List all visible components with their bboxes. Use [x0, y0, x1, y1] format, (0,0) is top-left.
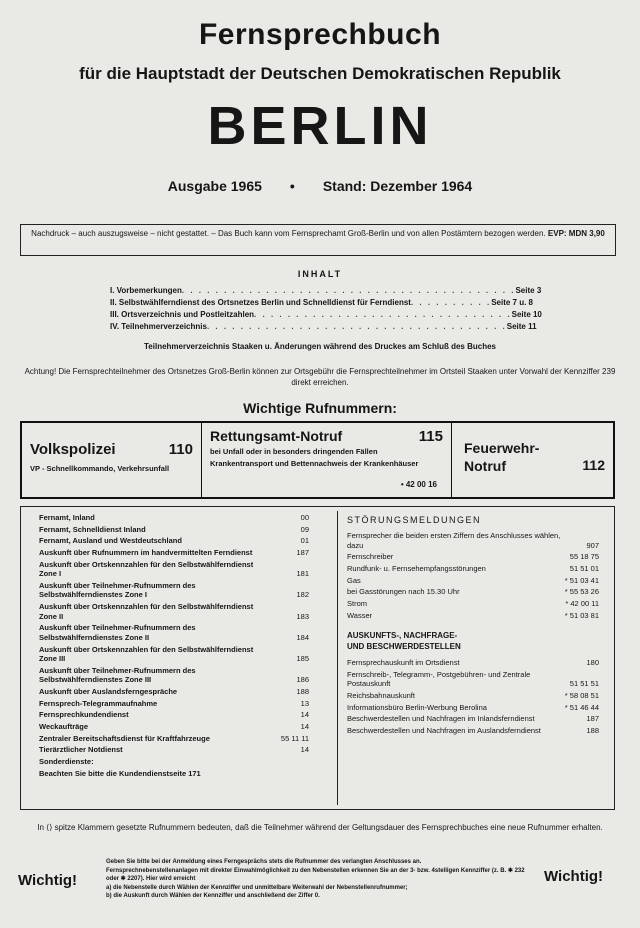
- list-item-number: 184: [296, 632, 309, 642]
- list-item-number: 187: [296, 548, 309, 558]
- list-item-label: Beachten Sie bitte die Kundendienstseite 171: [39, 768, 201, 778]
- list-item-number: 14: [300, 721, 309, 731]
- list-item: [347, 564, 599, 574]
- leader-dots: . . . . . . . . . . . . . . . . . . . . . . . . . . . . . . . . . . . . . . . .: [181, 286, 516, 295]
- list-item: [347, 552, 599, 562]
- list-item: [39, 560, 309, 579]
- list-item: [347, 670, 599, 689]
- rescue-sub1: bei Unfall oder in besonders dringenden Fällen: [210, 447, 378, 456]
- list-item: [347, 691, 599, 701]
- list-item-number: * 51 03 41: [564, 575, 599, 585]
- reprint-notice: [20, 224, 616, 256]
- list-item: [39, 710, 309, 720]
- edition-line: [0, 178, 640, 194]
- list-item-number: 181: [296, 569, 309, 579]
- bracket-note: In ⟨⟩ spitze Klammern gesetzte Rufnummern bedeuten, daß die Teilnehmer während der Geltungsdauer des Fernsprechbuches eine neue Rufnummer erhalten.: [37, 823, 603, 832]
- fire-name2: Notruf: [464, 458, 506, 474]
- list-item-label: Fernamt, Inland: [39, 513, 95, 522]
- list-item-label: Reichsbahnauskunft: [347, 691, 415, 700]
- list-item-label: Fernschreiber: [347, 552, 394, 562]
- list-item-label: Strom: [347, 598, 368, 608]
- important-numbers-heading: Wichtige Rufnummern:: [243, 400, 397, 416]
- list-item: [347, 611, 599, 621]
- page-title: Fernsprechbuch: [198, 18, 442, 51]
- faults-and-info-column: [347, 513, 599, 738]
- list-item-number: 186: [296, 675, 309, 685]
- contents-list: [110, 285, 550, 333]
- list-item-number: 180: [586, 658, 599, 668]
- fire-name1: Feuerwehr-: [464, 440, 540, 456]
- list-item-number: 51 51 51: [569, 679, 599, 689]
- list-item-number: 00: [300, 513, 309, 522]
- dialing-instructions: Geben Sie bitte bei der Anmeldung eines Ferngesprächs stets die Rufnummer des verlangten Anschlusses an. Fernsprechnebenstellenanlagen mit direkter Einwahlmöglichkeit zu den Nebenstellen erkennen Sie an der 3- bzw. 4stelligen Kennziffer (z. B. ✱ 232 oder ✱ 2207). Hier wird erreicht a) die Nebenstelle durch Wählen der Kennziffer und unmittelbare Weiterwahl der Nebenstellenrufnummer; b) die Auskunft durch Wählen der Kennziffer und anschließend der Ziffer 0.: [106, 859, 525, 899]
- list-item: [347, 658, 599, 668]
- notice-text: Nachdruck – auch auszugsweise – nicht gestattet. – Das Buch kann vom Fernsprechamt Groß-Berlin und von allen Postämtern bezogen werden.: [31, 229, 546, 238]
- edition-label: Ausgabe 1965: [167, 178, 262, 194]
- rescue-cell: [202, 423, 452, 497]
- city-title: BERLIN: [207, 96, 433, 156]
- list-item-number: * 51 46 44: [564, 702, 599, 712]
- list-item-label: Tierärztlicher Notdienst: [39, 745, 123, 755]
- contents-item: IV. Teilnehmerverzeichnis . . . . . . . . . . . . . . . . . . . . . . . . . . . . . . . . . . . . Seite 11: [110, 322, 537, 331]
- police-name: Volkspolizei: [30, 441, 116, 458]
- list-item-number: * 51 03 81: [564, 610, 599, 620]
- list-item-label: bei Gasstörungen nach 15.30 Uhr: [347, 587, 460, 597]
- contents-item: II. Selbstwählferndienst des Ortsnetzes Berlin und Schnelldienst für Ferndienst . . . . . . . . . . Seite 7 u. 8: [110, 298, 533, 307]
- leader-dots: . . . . . . . . . . . . . . . . . . . . . . . . . . . . . . .: [254, 310, 512, 319]
- fire-number: 112: [582, 457, 605, 473]
- list-item-label: Fernsprechkundendienst: [39, 710, 129, 720]
- list-item-label: Auskunft über Ortskennzahlen für den Selbstwählferndienst Zone II: [39, 602, 254, 621]
- attention-notice: Achtung! Die Fernsprechteilnehmer des Ortsnetzes Groß-Berlin können zur Ortsgebühr die Fernsprechteilnehmer im Ortsteil Staaken unter Vorwahl der Kennziffer 239 direkt erreichen.: [24, 367, 616, 387]
- list-item-label: Weckaufträge: [39, 721, 89, 731]
- list-item-number: 13: [300, 698, 309, 708]
- important-label-left: Wichtig!: [18, 872, 78, 889]
- list-item-number: 188: [586, 726, 599, 736]
- list-item-number: 09: [300, 524, 309, 534]
- page-subtitle: für die Hauptstadt der Deutschen Demokratischen Republik: [79, 64, 561, 83]
- list-item: [39, 548, 309, 558]
- list-item-label: Fernsprechauskunft im Ortsdienst: [347, 658, 460, 668]
- edition-separator: •: [289, 178, 295, 194]
- list-item-number: * 58 08 51: [564, 691, 599, 700]
- rescue-number: 115: [418, 428, 443, 445]
- police-sub: VP - Schnellkommando, Verkehrsunfall: [30, 464, 170, 473]
- list-item-number: 01: [300, 536, 309, 546]
- list-item-label: Auskunft über Ortskennzahlen für den Selbstwählferndienst Zone I: [39, 559, 254, 579]
- list-item: [39, 513, 309, 523]
- list-item: [39, 745, 309, 755]
- list-item-number: 55 11 11: [280, 733, 309, 743]
- rescue-sub2: Krankentransport und Bettennachweis der Krankenhäuser: [210, 459, 419, 468]
- list-item: [39, 699, 309, 709]
- contents-note: Teilnehmerverzeichnis Staaken u. Änderungen während des Druckes am Schluß des Buches: [144, 342, 496, 351]
- rescue-tel: • 42 00 16: [400, 480, 437, 489]
- contents-item: I. Vorbemerkungen . . . . . . . . . . . . . . . . . . . . . . . . . . . . . . . . . . . . . . . . Seite 3: [110, 286, 542, 295]
- list-item: [347, 703, 599, 713]
- leader-dots: . . . . . . . . . .: [410, 298, 492, 307]
- list-item-label: Auskunft über Auslandsferngespräche: [39, 686, 178, 696]
- contents-heading: INHALT: [297, 269, 343, 279]
- list-item-label: Fernschreib-, Telegramm-, Postgebühren- und Zentrale Postauskunft: [347, 669, 531, 689]
- stand-label: Stand: Dezember 1964: [322, 178, 473, 194]
- list-item-label: Rundfunk- u. Fernsehempfangsstörungen: [347, 563, 486, 573]
- list-item: [39, 769, 309, 779]
- general-services-column: [39, 513, 309, 780]
- list-item-number: 14: [300, 745, 309, 755]
- list-item-number: 51 51 01: [569, 563, 599, 573]
- list-item-label: Sonderdienste:: [39, 757, 94, 766]
- list-item-label: Fernsprech-Telegrammaufnahme: [39, 698, 158, 708]
- list-item: [39, 581, 309, 600]
- important-label-right: Wichtig!: [544, 868, 604, 885]
- list-item-label: Auskunft über Teilnehmer-Rufnummern des Selbstwählferndienstes Zone III: [39, 665, 196, 685]
- list-item: [39, 757, 309, 767]
- list-item: [347, 531, 599, 550]
- list-item: [39, 687, 309, 697]
- list-item-number: * 55 53 26: [564, 587, 599, 597]
- list-item-number: 182: [296, 590, 309, 600]
- emergency-numbers-box: [20, 421, 615, 499]
- list-item-number: 185: [296, 654, 309, 663]
- contents-item: III. Ortsverzeichnis und Postleitzahlen . . . . . . . . . . . . . . . . . . . . . . . . . . . . . . . Seite 10: [110, 310, 542, 319]
- list-item: [39, 536, 309, 546]
- list-item: [39, 734, 309, 744]
- list-item-label: Informationsbüro Berlin-Werbung Berolina: [347, 702, 487, 712]
- list-item-label: Gas: [347, 575, 361, 585]
- list-item-label: Fernamt, Schnelldienst Inland: [39, 524, 146, 534]
- list-item-label: Auskunft über Teilnehmer-Rufnummern des Selbstwählferndienstes Zone I: [39, 580, 196, 600]
- list-item-label: Fernamt, Ausland und Westdeutschland: [39, 536, 182, 546]
- list-item: [347, 576, 599, 586]
- column-divider: [337, 511, 338, 805]
- list-item: [347, 726, 599, 736]
- list-item: [347, 714, 599, 724]
- list-item-label: Auskunft über Teilnehmer-Rufnummern des Selbstwählferndienstes Zone II: [39, 623, 196, 642]
- list-item: [39, 645, 309, 664]
- list-item-number: 907: [586, 540, 599, 550]
- leader-dots: . . . . . . . . . . . . . . . . . . . . . . . . . . . . . . . . . . . .: [206, 322, 507, 331]
- list-item: [39, 666, 309, 685]
- service-numbers-box: [20, 506, 615, 810]
- list-item-number: 55 18 75: [569, 552, 599, 562]
- list-item-number: 187: [586, 714, 599, 724]
- list-item-label: Fernsprecher die beiden ersten Ziffern des Anschlusses wählen, dazu: [347, 531, 561, 550]
- faults-heading: STÖRUNGSMELDUNGEN: [347, 515, 482, 525]
- info-heading: AUSKUNFTS-, NACHFRAGE- UND BESCHWERDESTELLEN: [347, 631, 461, 652]
- list-item-number: 183: [296, 611, 309, 621]
- notice-price: EVP: MDN 3,90: [547, 229, 605, 238]
- list-item-label: Zentraler Bereitschaftsdienst für Kraftfahrzeuge: [39, 733, 210, 743]
- list-item-number: 188: [296, 686, 309, 696]
- list-item-number: * 42 00 11: [565, 598, 599, 608]
- list-item: [347, 599, 599, 609]
- list-item: [39, 602, 309, 621]
- list-item: [39, 623, 309, 642]
- list-item: [39, 722, 309, 732]
- list-item-label: Wasser: [347, 610, 373, 620]
- list-item-number: 14: [300, 710, 309, 720]
- police-cell: [22, 423, 202, 497]
- list-item: [39, 525, 309, 535]
- list-item-label: Auskunft über Ortskennzahlen für den Selbstwählferndienst Zone III: [39, 644, 254, 663]
- list-item: [347, 587, 599, 597]
- police-number: 110: [168, 441, 193, 458]
- list-item-label: Auskunft über Rufnummern im handvermittelten Ferndienst: [39, 548, 253, 558]
- list-item-label: Beschwerdestellen und Nachfragen im Inlandsferndienst: [347, 714, 535, 724]
- rescue-name: Rettungsamt-Notruf: [210, 428, 343, 444]
- list-item-label: Beschwerdestellen und Nachfragen im Auslandsferndienst: [347, 726, 541, 736]
- fire-cell: [452, 423, 613, 497]
